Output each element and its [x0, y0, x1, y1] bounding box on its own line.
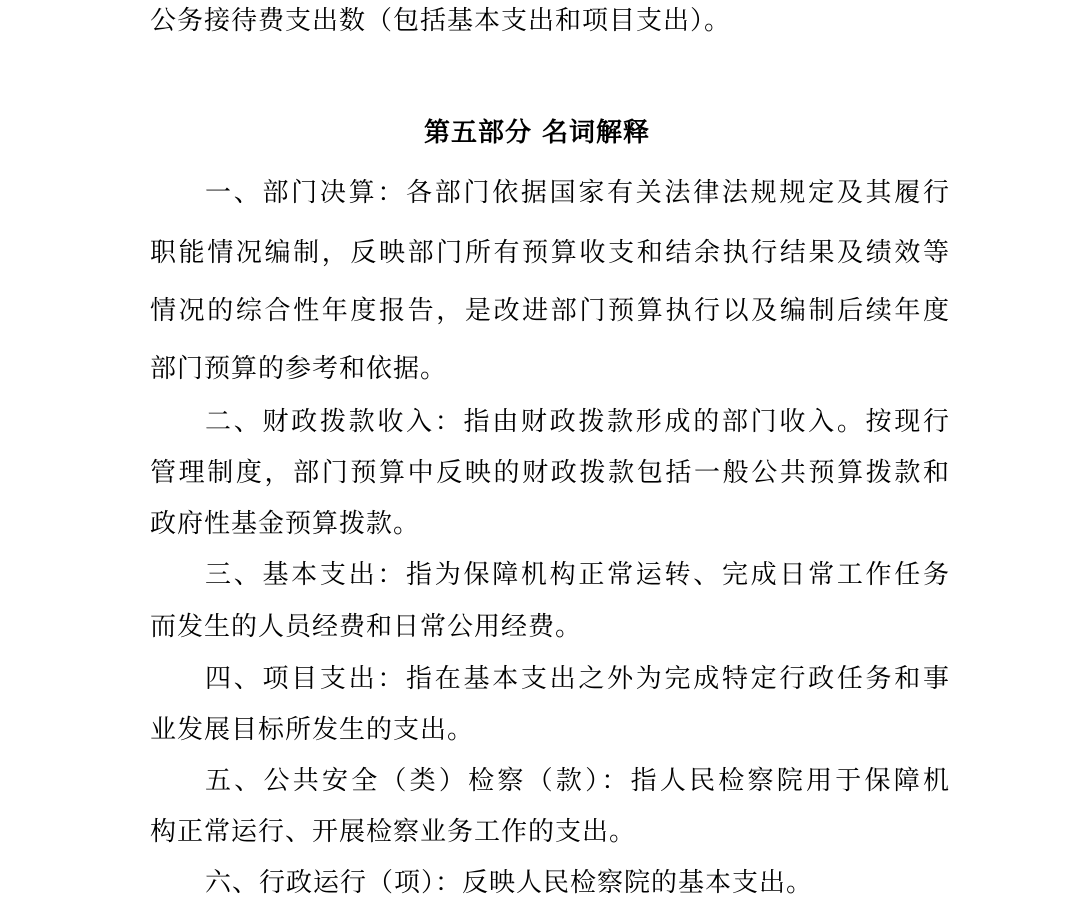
definition-1-line: 职能情况编制，反映部门所有预算收支和结余执行结果及绩效等: [150, 238, 950, 268]
definition-4-line: 四、项目支出：指在基本支出之外为完成特定行政任务和事: [205, 664, 950, 694]
definition-3-line: 而发生的人员经费和日常公用经费。: [150, 612, 583, 642]
definition-1-line: 部门预算的参考和依据。: [150, 354, 448, 384]
paragraph-line: 公务接待费支出数（包括基本支出和项目支出）。: [150, 6, 732, 36]
section-heading: 第五部分 名词解释: [423, 118, 651, 148]
definition-1-line: 一、部门决算：各部门依据国家有关法律法规规定及其履行: [205, 178, 950, 208]
definition-6-line: 六、行政运行（项）：反映人民检察院的基本支出。: [205, 868, 814, 898]
definition-2-line: 管理制度，部门预算中反映的财政拨款包括一般公共预算拨款和: [150, 458, 950, 488]
definition-3-line: 三、基本支出：指为保障机构正常运转、完成日常工作任务: [205, 560, 950, 590]
definition-4-line: 业发展目标所发生的支出。: [150, 715, 475, 745]
definition-2-line: 政府性基金预算拨款。: [150, 509, 421, 539]
definition-2-line: 二、财政拨款收入：指由财政拨款形成的部门收入。按现行: [205, 407, 950, 437]
definition-1-line: 情况的综合性年度报告，是改进部门预算执行以及编制后续年度: [150, 296, 950, 326]
definition-5-line: 构正常运行、开展检察业务工作的支出。: [150, 817, 637, 847]
definition-5-line: 五、公共安全（类）检察（款）：指人民检察院用于保障机: [205, 766, 950, 796]
